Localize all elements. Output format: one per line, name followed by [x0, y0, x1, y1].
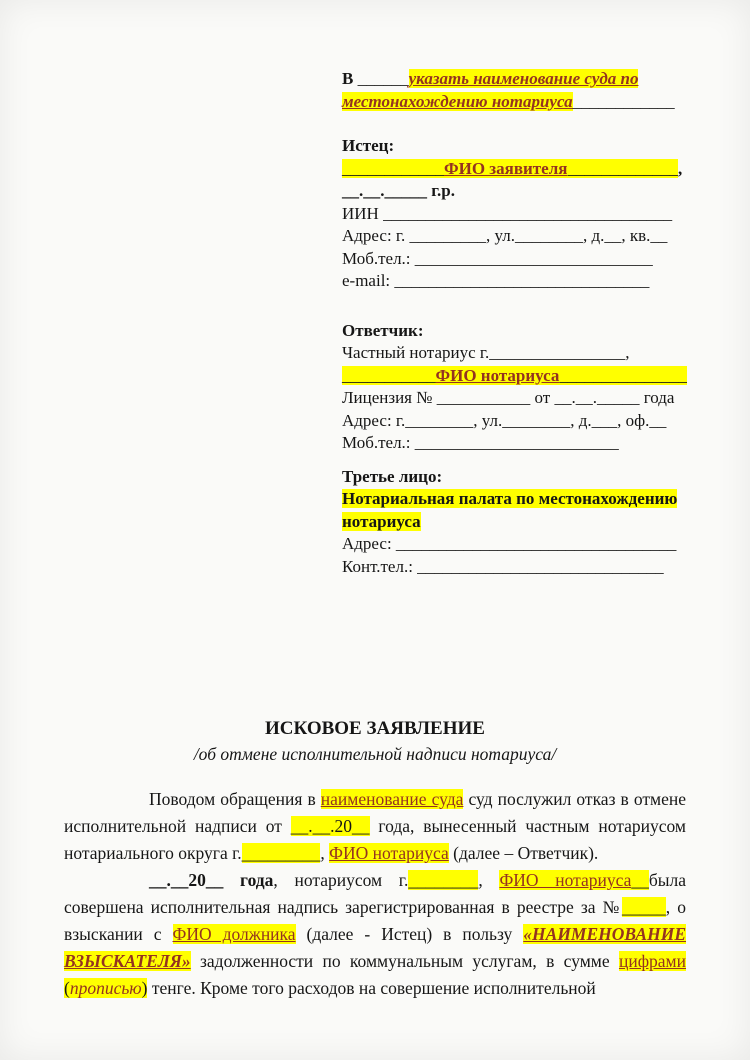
house-label: , д.	[582, 226, 605, 245]
body-text: была совершена исполнительная надпись зарегистрированная в реестре за №	[64, 870, 687, 917]
blank-field: _________	[409, 226, 486, 245]
apartment-label: , кв.	[621, 226, 651, 245]
mobile-label: Моб.тел.:	[342, 248, 415, 268]
header-block	[0, 68, 750, 578]
notary-name-line	[342, 365, 690, 388]
body-text: суд послужил отказ в отмене исполнительной надписи от	[64, 789, 686, 836]
plaintiff-phone-line	[342, 248, 690, 271]
private-notary-label: Частный нотариус г.	[342, 343, 490, 362]
plaintiff-name-line	[342, 158, 690, 181]
body-text: (далее – Ответчик).	[448, 843, 599, 863]
blank-field: ___________	[342, 365, 436, 385]
punctuation: ,	[625, 343, 630, 362]
address-label: Адрес:	[342, 534, 396, 553]
court-line	[342, 68, 690, 113]
iin-label: ИИН	[342, 203, 384, 223]
body-text: тенге. Кроме того расходов на совершение исполнительной	[147, 978, 596, 998]
amount-words-placeholder: прописью	[69, 978, 142, 998]
blank-field: ________________	[489, 343, 626, 362]
blank-field: _____________	[567, 158, 678, 178]
address-label: Адрес: г.	[342, 226, 410, 245]
date-field: __.__._____	[554, 388, 640, 407]
body-text: задолженности по коммунальным услугам, в сумме	[190, 951, 619, 971]
birthdate-field: __.__._____ г.р.	[342, 181, 456, 200]
body-text: (далее - Истец) в пользу	[295, 924, 524, 944]
plaintiff-email-line	[342, 270, 690, 293]
third-party-name-line	[342, 488, 690, 533]
spacer	[0, 293, 750, 320]
date-field: __.__20__ года	[149, 870, 274, 890]
amount-digits-placeholder: цифрами	[618, 951, 686, 971]
spacer	[0, 113, 750, 135]
notary-name-placeholder: ФИО нотариуса	[329, 843, 449, 863]
blank-field: ________	[514, 226, 583, 245]
blank-field: ___	[591, 410, 618, 430]
plaintiff-heading	[342, 135, 690, 158]
third-party-heading	[342, 466, 690, 489]
license-label: Лицензия №	[342, 388, 437, 407]
blank-field: __	[604, 226, 622, 245]
document-title: ИСКОВОЕ ЗАЯВЛЕНИЕ	[265, 718, 485, 739]
blank-field: ____________	[572, 91, 675, 111]
date-placeholder: __.__.20__	[290, 816, 370, 836]
body-text: , о взыскании с	[64, 897, 687, 944]
notary-name-placeholder: ФИО нотариуса	[435, 365, 560, 385]
license-line	[342, 387, 690, 410]
body-text: Поводом обращения в	[149, 789, 321, 809]
blank-field: ______________________________	[394, 271, 650, 290]
from-label: от	[530, 388, 555, 407]
blank-field: __	[650, 226, 668, 245]
defendant-heading	[342, 320, 690, 343]
debtor-name-placeholder: ФИО должника	[172, 924, 296, 944]
registry-number-placeholder: _____	[622, 897, 666, 917]
defendant-address-line	[342, 410, 690, 433]
office-label: , оф.	[617, 410, 650, 430]
punctuation: (	[64, 978, 70, 998]
plaintiff-label: Истец:	[342, 136, 395, 155]
body-text: ,	[320, 843, 330, 863]
street-label: , ул.	[485, 226, 515, 245]
court-name-placeholder: указать наименование суда по местонахождению нотариуса	[342, 69, 639, 111]
city-placeholder: _________	[241, 843, 321, 863]
applicant-name-placeholder: ФИО заявителя	[444, 158, 568, 178]
birthdate-line	[342, 180, 690, 203]
body-text: года, вынесенный частным нотариусом нотариального округа г.	[64, 816, 686, 863]
claimant-name-placeholder: «НАИМЕНОВАНИЕ ВЗЫСКАТЕЛЯ»	[64, 924, 686, 971]
blank-field: __	[631, 870, 649, 890]
court-prefix: В	[342, 69, 358, 88]
address-label: Адрес: г.	[342, 410, 406, 430]
blank-field: __	[649, 410, 667, 430]
blank-field: __________________________________	[383, 203, 673, 223]
third-party-phone-line	[342, 556, 690, 579]
blank-field: ________	[502, 410, 571, 430]
mobile-label: Моб.тел.:	[342, 433, 415, 452]
blank-field: _____________________________	[417, 556, 664, 576]
city-placeholder: ________	[408, 870, 479, 890]
punctuation: ,	[677, 158, 683, 178]
paragraph-2	[64, 867, 686, 1002]
paragraph-1	[64, 786, 686, 867]
body-text: , нотариусом г.	[273, 870, 409, 890]
blank-field: ____________________________	[414, 248, 653, 268]
defendant-phone-line	[342, 432, 690, 455]
body-text: ,	[478, 870, 500, 890]
blank-field: _________________________________	[395, 534, 677, 553]
court-name-placeholder: наименование суда	[320, 789, 464, 809]
contact-phone-label: Конт.тел.:	[342, 556, 418, 576]
iin-line	[342, 203, 690, 226]
blank-field: ____________	[342, 158, 444, 178]
year-label: года	[639, 388, 675, 407]
blank-field: _______________	[559, 365, 687, 385]
body-block	[0, 786, 750, 1002]
third-party-address-line	[342, 533, 690, 556]
street-label: , ул.	[473, 410, 503, 430]
defendant-label: Ответчик:	[342, 320, 424, 340]
email-label: e-mail:	[342, 271, 395, 290]
blank-field: ______	[357, 69, 409, 88]
house-label: , д.	[570, 410, 592, 430]
blank-field: ___________	[436, 388, 531, 407]
plaintiff-address-line	[342, 225, 690, 248]
defendant-notary-line	[342, 342, 690, 365]
notary-chamber-placeholder: Нотариальная палата по местонахождению нотариуса	[342, 489, 678, 531]
notary-name-placeholder: ФИО нотариуса	[499, 870, 632, 890]
third-party-label: Третье лицо:	[342, 466, 443, 486]
document-subtitle: /об отмене исполнительной надписи нотариуса/	[193, 744, 557, 764]
blank-field: ________________________	[414, 433, 619, 452]
blank-field: ________	[405, 410, 474, 430]
spacer	[0, 455, 750, 466]
punctuation: )	[141, 978, 148, 998]
